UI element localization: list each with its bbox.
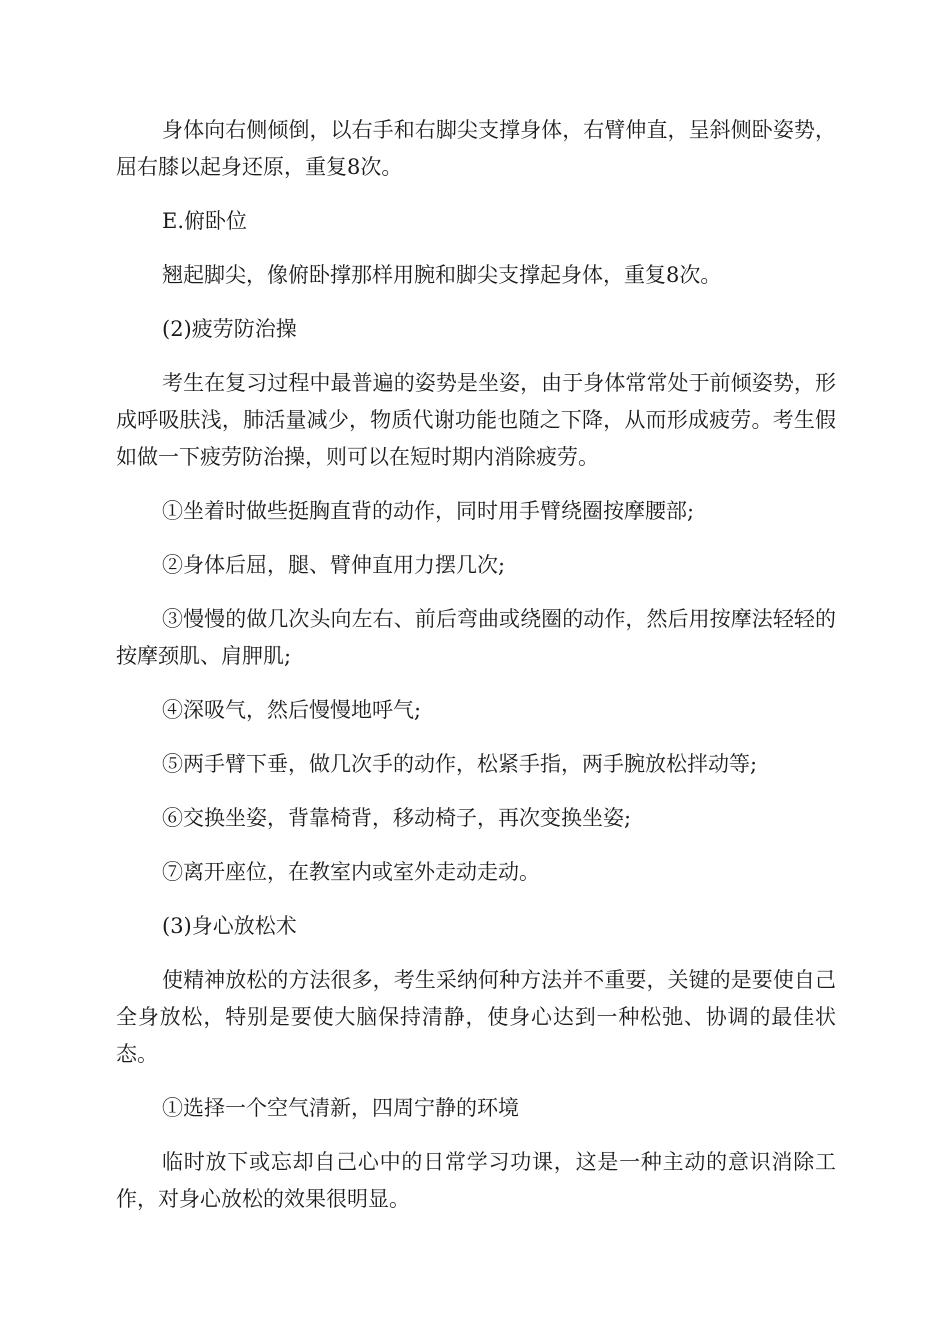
paragraph-prone: 翘起脚尖，像俯卧撑那样用腕和脚尖支撑起身体，重复8次。 <box>162 263 722 287</box>
document-body <box>116 112 836 1235</box>
list-item-6: ⑥交换坐姿，背靠椅背，移动椅子，再次变换坐姿; <box>162 806 632 830</box>
list-item-3: ③慢慢的做几次头向左右、前后弯曲或绕圈的动作，然后用按摩法轻轻的按摩颈肌、肩胛肌; <box>116 607 836 668</box>
list-item-1: ①坐着时做些挺胸直背的动作，同时用手臂绕圈按摩腰部; <box>162 499 695 523</box>
heading-prone-position: E.俯卧位 <box>162 209 248 233</box>
relaxation-item-1: ①选择一个空气清新，四周宁静的环境 <box>162 1096 519 1120</box>
list-item-5: ⑤两手臂下垂，做几次手的动作，松紧手指，两手腕放松拌动等; <box>162 752 758 776</box>
list-item-4: ④深吸气，然后慢慢地呼气; <box>162 698 422 722</box>
list-item-7: ⑦离开座位，在教室内或室外走动走动。 <box>162 860 540 884</box>
paragraph-relaxation-intro: 使精神放松的方法很多，考生采纳何种方法并不重要，关键的是要使自己全身放松，特别是要使大脑保持清静，使身心达到一种松弛、协调的最佳状态。 <box>116 968 836 1066</box>
list-item-2: ②身体后屈，腿、臂伸直用力摆几次; <box>162 553 506 577</box>
paragraph-side-lying: 身体向右侧倾倒，以右手和右脚尖支撑身体，右臂伸直，呈斜侧卧姿势，屈右膝以起身还原，重复8次。 <box>116 118 836 179</box>
paragraph-relaxation-detail: 临时放下或忘却自己心中的日常学习功课，这是一种主动的意识消除工作，对身心放松的效果很明显。 <box>116 1150 836 1211</box>
heading-fatigue-exercise: (2)疲劳防治操 <box>162 317 297 341</box>
heading-relaxation: (3)身心放松术 <box>162 914 297 938</box>
paragraph-fatigue-intro: 考生在复习过程中最普遍的姿势是坐姿，由于身体常常处于前倾姿势，形成呼吸肤浅，肺活量减少，物质代谢功能也随之下降，从而形成疲劳。考生假如做一下疲劳防治操，则可以在短时期内消除疲劳。 <box>116 371 836 469</box>
